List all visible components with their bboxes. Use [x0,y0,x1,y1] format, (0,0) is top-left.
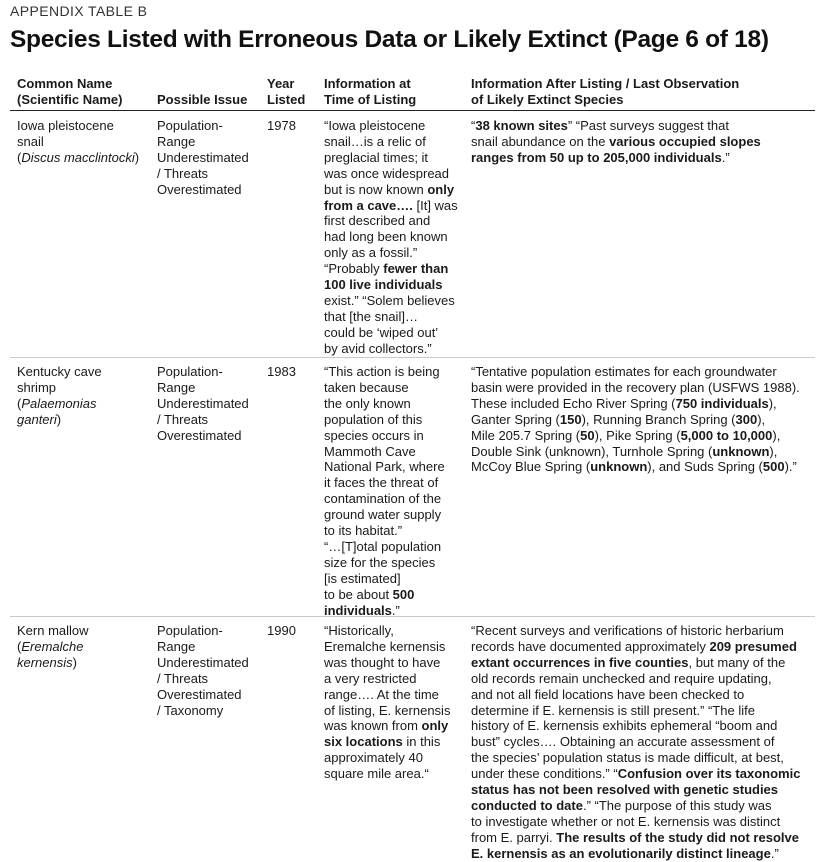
text-segment: “Historically, Eremalche kernensis was thought to have a very restricted range…. At the time of listing, E. kernensis was known from [324,623,451,734]
bold-text: unknown [712,443,770,459]
text-segment: ), Ganter Spring ( [471,395,777,427]
text-segment: .” [391,602,400,618]
text-segment: Iowa pleistocene snail ( [17,118,114,165]
text-segment: ” “Past surveys suggest that snail abundance on the [471,118,729,149]
page-title: Species Listed with Erroneous Data or Likely Extinct (Page 6 of 18) [10,26,769,53]
text-segment: “ [471,118,476,133]
bold-text: 150 [559,411,582,427]
column-header-info-after: Information After Listing / Last Observation of Likely Extinct Species [471,76,740,107]
text-segment: “Iowa pleistocene snail…is a relic of preglacial times; it was once widespread but is now known [324,118,450,197]
text-segment: in this approximately 40 square mile area.“ [324,734,441,782]
bold-text: Confusion over its taxonomic status has not been resolved with genetic studies conducted to date [471,766,801,813]
appendix-label: APPENDIX TABLE B [10,3,148,19]
possible-issue-cell [157,623,262,718]
text-segment: ).” [784,459,797,475]
text-segment: “Recent surveys and verifications of historic herbarium records have documented approximately [471,623,784,654]
possible-issue-cell [157,118,262,198]
column-header-issue: Possible Issue [157,92,248,107]
text-segment: ), and Suds Spring ( [647,459,763,475]
info-after-listing-cell [471,364,815,475]
text-segment: ), McCoy Blue Spring ( [471,443,778,475]
column-header-year: Year Listed [267,76,306,107]
table-row [10,358,815,617]
info-after-listing-cell [471,118,815,166]
text-segment: .” [721,149,730,165]
info-at-listing-cell [324,118,459,357]
text-segment: Population- Range Underestimated / Threats Overestimated [157,364,249,443]
text-segment: ), Running Branch Spring ( [581,411,736,427]
text-segment: exist.” “Solem believes that [the snail]… could be ‘wiped out’ by avid collectors.” [324,292,455,356]
bold-text: 38 known sites [475,118,568,133]
text-segment: ), Mile 205.7 Spring ( [471,411,766,443]
text-segment: [It] was first described and had long been known only as a fossil.” “Probably [324,197,458,277]
text-segment: Population- Range Underestimated / Threats Overestimated [157,118,249,197]
info-after-listing-cell [471,623,815,862]
italic-text: Palaemonias ganteri [17,395,97,427]
table-header [10,76,815,111]
bold-text: various occupied slopes ranges from 50 up to 205,000 individuals [471,133,761,165]
text-segment: ), Pike Spring ( [594,427,681,443]
italic-text: Eremalche kernensis [17,638,84,670]
common-name-cell [17,118,152,166]
text-segment: Kentucky cave shrimp ( [17,364,102,411]
bold-text: only from a cave…. [324,181,455,213]
italic-text: Discus macclintocki [21,149,135,165]
column-header-name: Common Name (Scientific Name) [17,76,123,107]
table-row [10,617,815,862]
bold-text: fewer than 100 live individuals [324,261,449,293]
text-segment: , but many of the old records remain unchecked and require updating, and not all field locations have been checked to determine if E. kernensis is still present.” “The life history of E. kernensis exhibits ephemeral “boom and bust” cycles…. Obtaining an accurate assessment of the species’ population status is made difficult, at best, under these conditions.” “ [471,654,786,782]
common-name-cell [17,623,152,671]
bold-text: The results of the study did not resolve E. kernensis as an evolutionarily distinct lineage [471,829,799,861]
text-segment: ), Double Sink (unknown), Turnhole Spring ( [471,427,781,459]
info-at-listing-cell [324,623,459,782]
text-segment: ) [56,411,62,427]
common-name-cell [17,364,152,428]
text-segment: Kern mallow ( [17,623,89,654]
year-listed-cell: 1983 [267,364,296,379]
year-listed-cell: 1978 [267,118,296,133]
text-segment: ) [134,149,140,165]
possible-issue-cell [157,364,262,444]
bold-text: 209 presumed extant occurrences in five counties [471,638,797,670]
year-listed-cell: 1990 [267,623,296,638]
info-at-listing-cell [324,364,459,619]
column-header-info-listing: Information at Time of Listing [324,76,417,107]
text-segment: Population- Range Underestimated / Threats Overestimated / Taxonomy [157,623,249,718]
text-segment: .” “The purpose of this study was to investigate whether or not E. kernensis was distinct from E. parryi. [471,797,781,845]
bold-text: 500 individuals [324,586,415,618]
bold-text: 5,000 to 10,000 [680,427,773,443]
text-segment: .” [770,845,779,861]
table-row [10,112,815,358]
bold-text: 500 [762,459,785,475]
bold-text: only six locations [324,718,449,750]
text-segment: “Tentative population estimates for each groundwater basin were provided in the recovery plan (USFWS 1988). These included Echo River Spring ( [471,364,800,411]
text-segment: ) [72,654,77,670]
bold-text: 750 individuals [675,395,769,411]
bold-text: unknown [590,459,648,475]
bold-text: 300 [735,411,758,427]
text-segment: “This action is being taken because the only known population of this species occurs in Mammoth Cave National Park, where it faces the threat of contamination of the ground water supply to its habitat.” “…[T]otal population size for the species [is estimated] to be about [324,364,445,602]
bold-text: 50 [580,427,595,443]
